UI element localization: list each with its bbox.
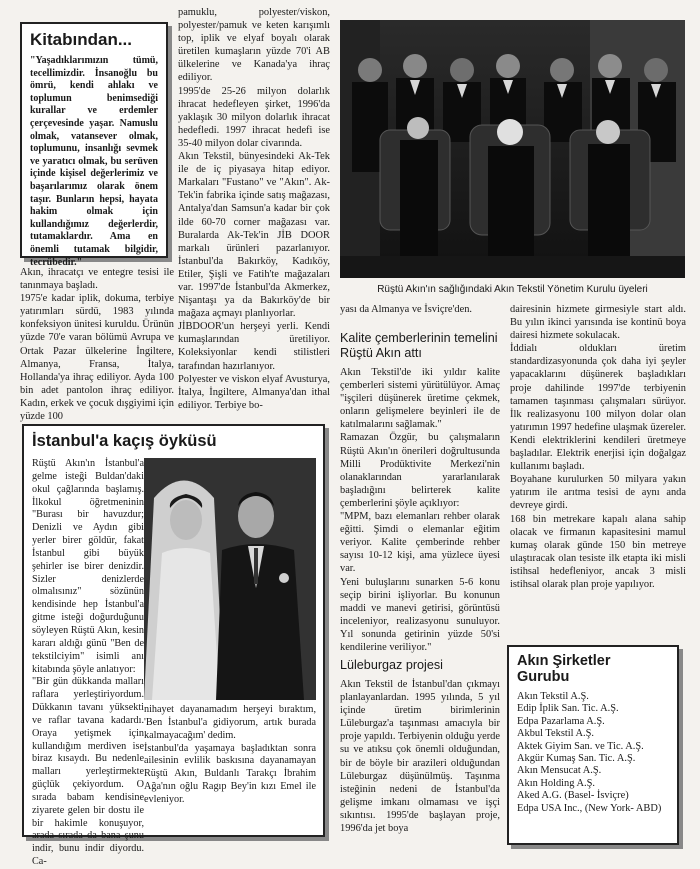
wedding-photo (144, 458, 316, 700)
luleburgaz-section-text: Akın Tekstil de İstanbul'dan çıkmayı planlayanlardan. 1995 yılında, 5 yıl içinde üretim birimlerinin Lüleburgaz'a taşınması amacıyla bir proje yapıldı. Terbiyenin olduğu yerde su ve atıksu çok önemli olduğundan, bir de böyle bir arazileri olduğundan Lüleburgaz düşünülmüş. Taşınma isteğinin nedeni de İstanbul'da gelişme imkanı olmaması ve işçi sıkıntısı. 1995'de başlayan proje, 1996'da jet boya (340, 679, 500, 835)
luleburgaz-section-title: Lüleburgaz projesi (340, 658, 443, 672)
istanbul-story-box (22, 424, 325, 868)
company-item: Edpa Pazarlama A.Ş. (517, 715, 605, 727)
wedding-couple-image (144, 458, 316, 700)
kitabindan-title: Kitabından... (30, 30, 132, 49)
col2-body-text: pamuklu, polyester/viskon, polyester/pamuk ve keten karışımlı top, iplik ve elyaf boyalı olarak üretilen kumaşların yüzde 70'i AB ülkelerine ve Kanada'ya ihraç ediliyor. 1995'de 25-26 milyon dolarlık ihracat hedefleyen şirket, 1996'da yaklaşık 30 milyon dolarlık ihracat hedefledi. 1997 ihracat hedefi ise 35-40 milyon dolar civarında. Akın Tekstil, bünyesindeki Ak-Tek ile de iç piyasaya hitap ediyor. Markaları "Fustano" ve "Akın". Ak-Tek'in fabrika içinde satış mağazası, Antalya'dan Samsun'a kadar bir çok ilde 60-70 corner mağazası var. Buralarda Ak-Tek'in JİB DOOR markalı ürünleri pazarlanıyor. İstanbul'da Bakırköy, Kadıköy, Etiler, Şişli ve Fatih'te mağazaları var. 1997'de İstanbul'da Akmerkez, Nişantaşı ya da Bakırköy'de bir mağaza açmayı planlıyorlar. JİBDOOR'un herşeyi yerli. Kendi kumaşlarından üretiliyor. Koleksiyonlar kendi stilistleri tarafından hazırlanıyor. Polyester ve viskon elyaf Avusturya, İtalya, İngiltere, Almanya'dan ithal ediliyor. Terbiye bo- (178, 7, 330, 411)
col3-top-text: yası da Almanya ve İsviçre'den. (340, 304, 472, 315)
company-item: Akın Tekstil A.Ş. (517, 691, 589, 702)
board-photo (340, 20, 685, 278)
kitabindan-box (20, 22, 168, 268)
istanbul-story-title: İstanbul'a kaçış öyküsü (32, 432, 217, 450)
companies-box (507, 645, 679, 845)
kalite-section-text: Akın Tekstil'de iki yıldır kalite çemberleri sistemi yürütülüyor. Amaç "işçileri düşünerek üretime çekmek, onların gelişmelere beyinleri ile de katılmalarını sağlamak." Ramazan Özgür, bu çalışmaların Rüştü Akın'ın önerileri doğrultusunda Milli Prodüktivite Merkezi'nin olanaklarından yararlanılarak başladığını belirterek kalite çemberlerini şöyle açıklıyor: "MPM, bazı elemanları rehber olarak eğitti. Şimdi o elemanlar eğitim veriyor. Kalite çemberinde rehber sayısı 10-12 kişi, ama yüzlece üyesi var. Yeni buluşlarını sunarken 5-6 konu seçip birini işliyorlar. Bu konunun maddi ve manevi getirisi, görüntüsü inceleniyor, realizasyonu sunuluyor. Yıl sonunda getirinin yüzde 50'si kendilerine veriliyor." (340, 367, 500, 653)
company-item: Edip İplik San. Tic. A.Ş. (517, 703, 619, 715)
company-item: Edpa USA Inc., (New York- ABD) (517, 802, 662, 814)
companies-list (517, 691, 669, 815)
board-members-image (340, 20, 685, 278)
company-item: Aktek Giyim San. ve Tic. A.Ş. (517, 740, 644, 752)
col1-body-text: Akın, ihracatçı ve entegre tesisi ile tanınmaya başladı. 1975'e kadar iplik, dokuma, terbiye yatırımları sürdü, 1983 yılında konfeksiyon ünitesi kuruldu. Ürünün yüzde 70'e varan bölümü Avrupa ve Ortak Pazar ülkelerine İngiltere, Almanya, Fransa, İtalya, Hollanda'ya ihraç ediliyor. Ayda 100 bin adet pantolon ihraç ediliyor. Kadın, erkek ve çocuk dışgiyimi için yüzde 100 (20, 267, 174, 423)
company-item: Akgür Kumaş San. Tic. A.Ş. (517, 753, 636, 765)
company-item: Aked A.G. (Basel- İsviçre) (517, 790, 629, 802)
board-photo-caption: Rüştü Akın'ın sağlığındaki Akın Tekstil Yönetim Kurulu üyeleri (377, 284, 648, 295)
company-item: Akbul Tekstil A.Ş. (517, 728, 595, 740)
company-item: Akın Mensucat A.Ş. (517, 765, 602, 777)
col4-body-text: dairesinin hizmete girmesiyle start aldı. Bu yılın ikinci yarısında ise kontinü boya dairesi hizmete sokulacak. İddialı oldukları üretim standardizasyonunda çok daha iyi şeyler yapacaklarını düşünerek başladıkları proje dahilinde 1997'de terbiyenin tamamen taşınması çalışmaları sürüyor. İlk realizasyonu 100 milyon dolar olan yatırımın 1997 hedefine ulaşmak üzereler. Kendi elektriklerini kendileri üretmeye başladılar. Elektrik enerjisi için doğalgaz kullanımı başladı. Boyahane kurulurken 50 milyara yakın yatırım ile arıtma tesisi de aynı anda devreye girdi. 168 bin metrekare kapalı alana sahip olacak ve firmanın kapasitesini mamul kumaş olarak günde 150 bin metreye ulaştıracak olan tesiste ilk etapta iki misli istihsal hedefleniyor, ancak 3 misli istihsal olarak plan proje yapılıyor. (510, 304, 686, 590)
companies-title: Akın Şirketler Gurubu (517, 653, 611, 685)
kitabindan-quote: "Yaşadıklarımızın tümü, tecellimizdir. İnsanoğlu bu ömrü, kendi ahlakı ve toplumun benimsediği kurallar ve erdemler çerçevesinde yaşar. Namuslu olmak, vatansever olmak, toplumunu, insanlığı sevmek ve yaratıcı olmak, bu serüven içinde kişisel değerlerimiz ve başarılarımız olarak önem taşır. Bunların hepsi, hayata hakim olmak için kullandığımız değerlerdir, tutamaklardır. Ama en önemli tutamak bilgidir, tecrübedir." (30, 55, 158, 268)
istanbul-story-right-text: nihayet dayanamadım herşeyi bıraktım, 'Ben İstanbul'a gidiyorum, artık burada kalmayacağım' dedim. İstanbul'da yaşamaya başladıktan sonra ailesinin evlilik baskısına dayanamayan Rüştü Akın, Buldanlı Tarakçı İbrahim Ağa'nın oğlu Ragıp Bey'in kızı Emel ile evleniyor. (144, 704, 316, 805)
kalite-section-title: Kalite çemberlerinin temelini Rüştü Akın attı (340, 331, 498, 360)
company-item: Akın Holding A.Ş. (517, 777, 595, 789)
istanbul-story-left-text: Rüştü Akın'ın İstanbul'a gelme isteği Buldan'daki okul çağlarında başlamış. İlkokul öğretmeninin "Burası bir havuzdur; Denizli ve Aydın gibi yerler birer göldür, fakat İstanbul gibi büyük şehirler ise birer denizdir. Sizler denizlerde olmalısınız" sözünün kendisinde hep İstanbul'a gitme isteği doğurduğunu söyleyen Rüştü Akın, kesin kararı aldığı günü "Ben de tekstilciyim" isimli anı kitabında şöyle anlatıyor: "Bir gün dükkanda malları raflara yerleştiriyordum. Dükkanın tavanı yüksekti ve raflar tavana kadardı. Oraya yetişmek için kullandığım merdiven ise biraz kısaydı. Bu nedenle malları yerleştirmekte güçlük çekiyordum. O sırada babam kendisine ziyarete gelen bir dostu ile bir hakimle konuşuyor, arada sırada da bana şunu indir, bunu indir diyordu. Ca- (32, 458, 144, 868)
